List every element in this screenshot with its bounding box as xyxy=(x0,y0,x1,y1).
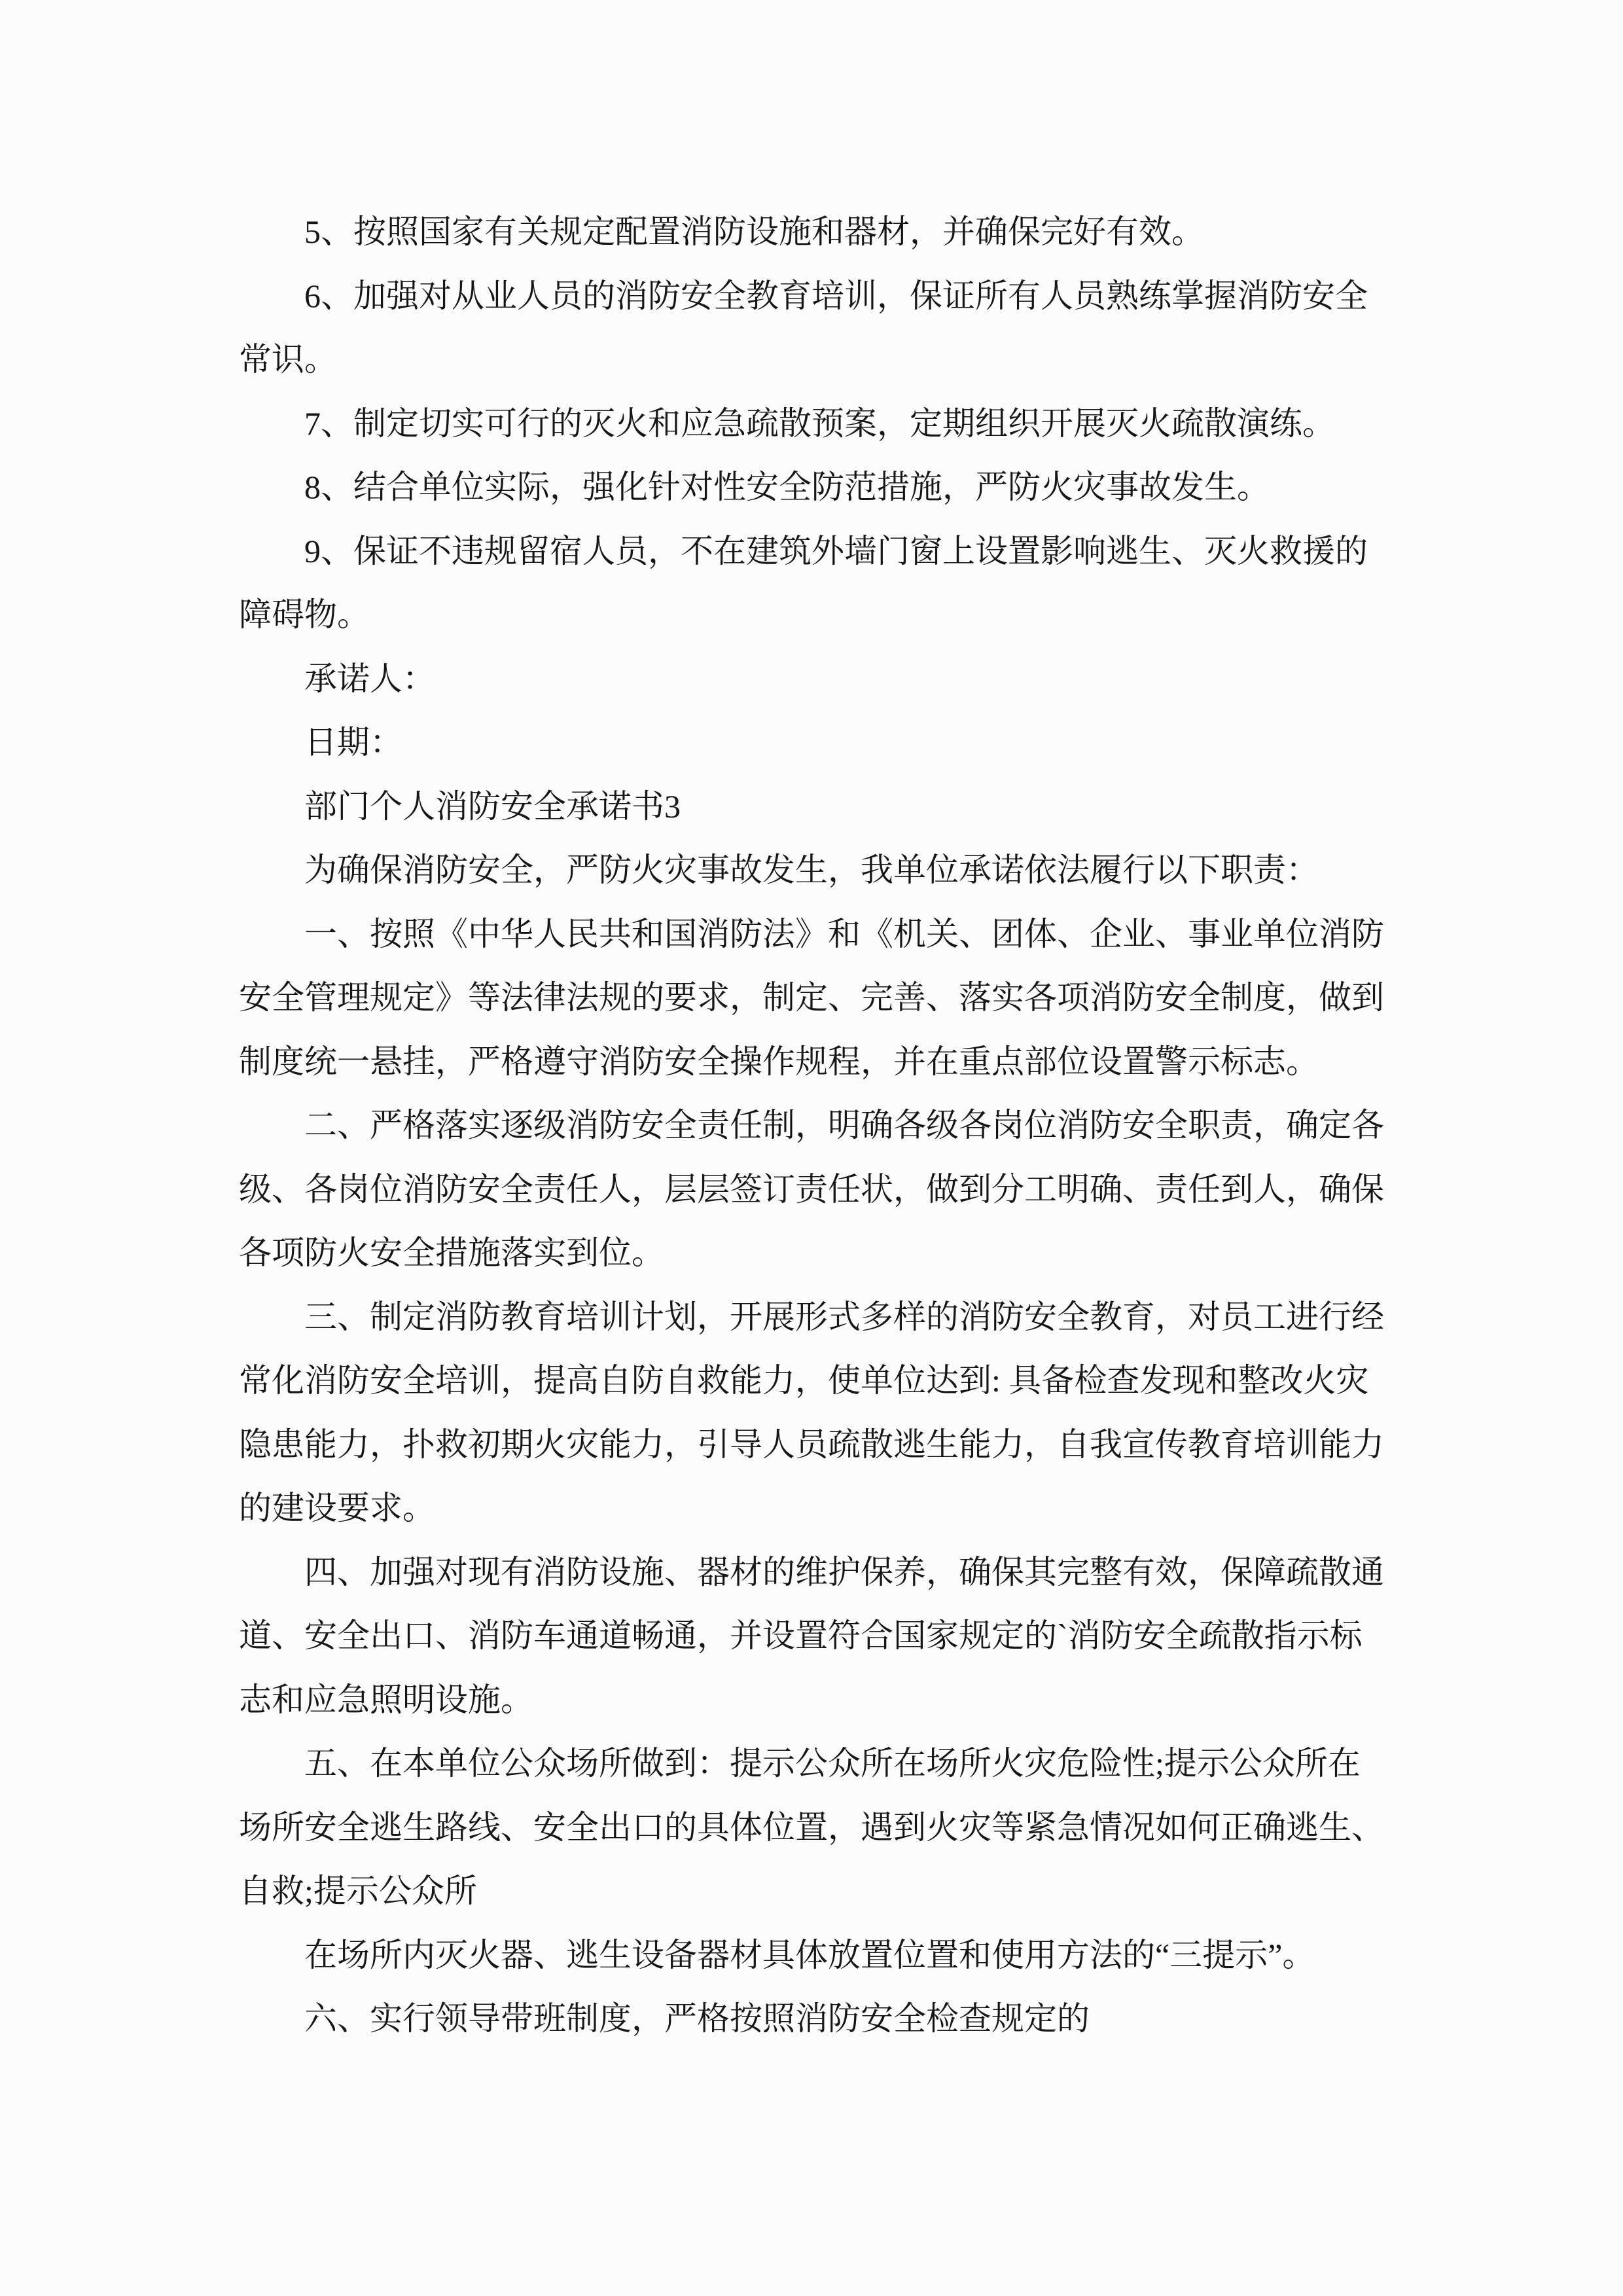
text-line: 三、制定消防教育培训计划，开展形式多样的消防安全教育，对员工进行经 xyxy=(304,1298,1384,1335)
text-line: 场所安全逃生路线、安全出口的具体位置，遇到火灾等紧急情况如何正确逃生、 xyxy=(239,1808,1384,1846)
document-body-text xyxy=(239,200,1410,2051)
text-line: 各项防火安全措施落实到位。 xyxy=(239,1234,664,1271)
text-line: 级、各岗位消防安全责任人，层层签订责任状，做到分工明确、责任到人，确保 xyxy=(239,1170,1384,1208)
text-line: 常化消防安全培训，提高自防自救能力，使单位达到: 具备检查发现和整改火灾 xyxy=(239,1362,1369,1399)
text-line: 六、实行领导带班制度，严格按照消防安全检查规定的 xyxy=(304,2000,1090,2037)
text-line: 二、严格落实逐级消防安全责任制，明确各级各岗位消防安全职责，确定各 xyxy=(304,1107,1384,1143)
text-line: 安全管理规定》等法律法规的要求，制定、完善、落实各项消防安全制度，做到 xyxy=(239,979,1384,1016)
text-line: 6、加强对从业人员的消防安全教育培训，保证所有人员熟练掌握消防安全 xyxy=(304,277,1368,314)
date-label: 日期： xyxy=(304,724,402,761)
text-line: 常识。 xyxy=(239,341,337,378)
text-line: 的建设要求。 xyxy=(239,1490,435,1526)
text-line: 7、制定切实可行的灭火和应急疏散预案，定期组织开展灭火疏散演练。 xyxy=(304,404,1335,442)
text-line: 一、按照《中华人民共和国消防法》和《机关、团体、企业、事业单位消防 xyxy=(304,915,1384,952)
text-line: 为确保消防安全，严防火灾事故发生，我单位承诺依法履行以下职责： xyxy=(304,852,1319,888)
text-line: 五、在本单位公众场所做到：提示公众所在场所火灾危险性;提示公众所在 xyxy=(304,1745,1361,1782)
promiser-label: 承诺人： xyxy=(304,660,435,697)
text-line: 自救;提示公众所 xyxy=(239,1873,477,1909)
section-title: 部门个人消防安全承诺书3 xyxy=(304,787,681,825)
text-line: 5、按照国家有关规定配置消防设施和器材，并确保完好有效。 xyxy=(304,213,1204,250)
text-line: 8、结合单位实际，强化针对性安全防范措施，严防火灾事故发生。 xyxy=(304,469,1270,505)
text-line: 在场所内灭火器、逃生设备器材具体放置位置和使用方法的“三提示”。 xyxy=(304,1936,1315,1973)
text-line: 四、加强对现有消防设施、器材的维护保养，确保其完整有效，保障疏散通 xyxy=(304,1553,1384,1590)
text-line: 道、安全出口、消防车通道畅通，并设置符合国家规定的`消防安全疏散指示标 xyxy=(239,1617,1363,1654)
text-line: 隐患能力，扑救初期火灾能力，引导人员疏散逃生能力，自我宣传教育培训能力 xyxy=(239,1426,1384,1463)
text-line: 9、保证不违规留宿人员，不在建筑外墙门窗上设置影响逃生、灭火救援的 xyxy=(304,532,1368,569)
text-line: 制度统一悬挂，严格遵守消防安全操作规程，并在重点部位设置警示标志。 xyxy=(239,1043,1319,1080)
text-line: 志和应急照明设施。 xyxy=(239,1681,533,1718)
text-line: 障碍物。 xyxy=(239,596,370,633)
